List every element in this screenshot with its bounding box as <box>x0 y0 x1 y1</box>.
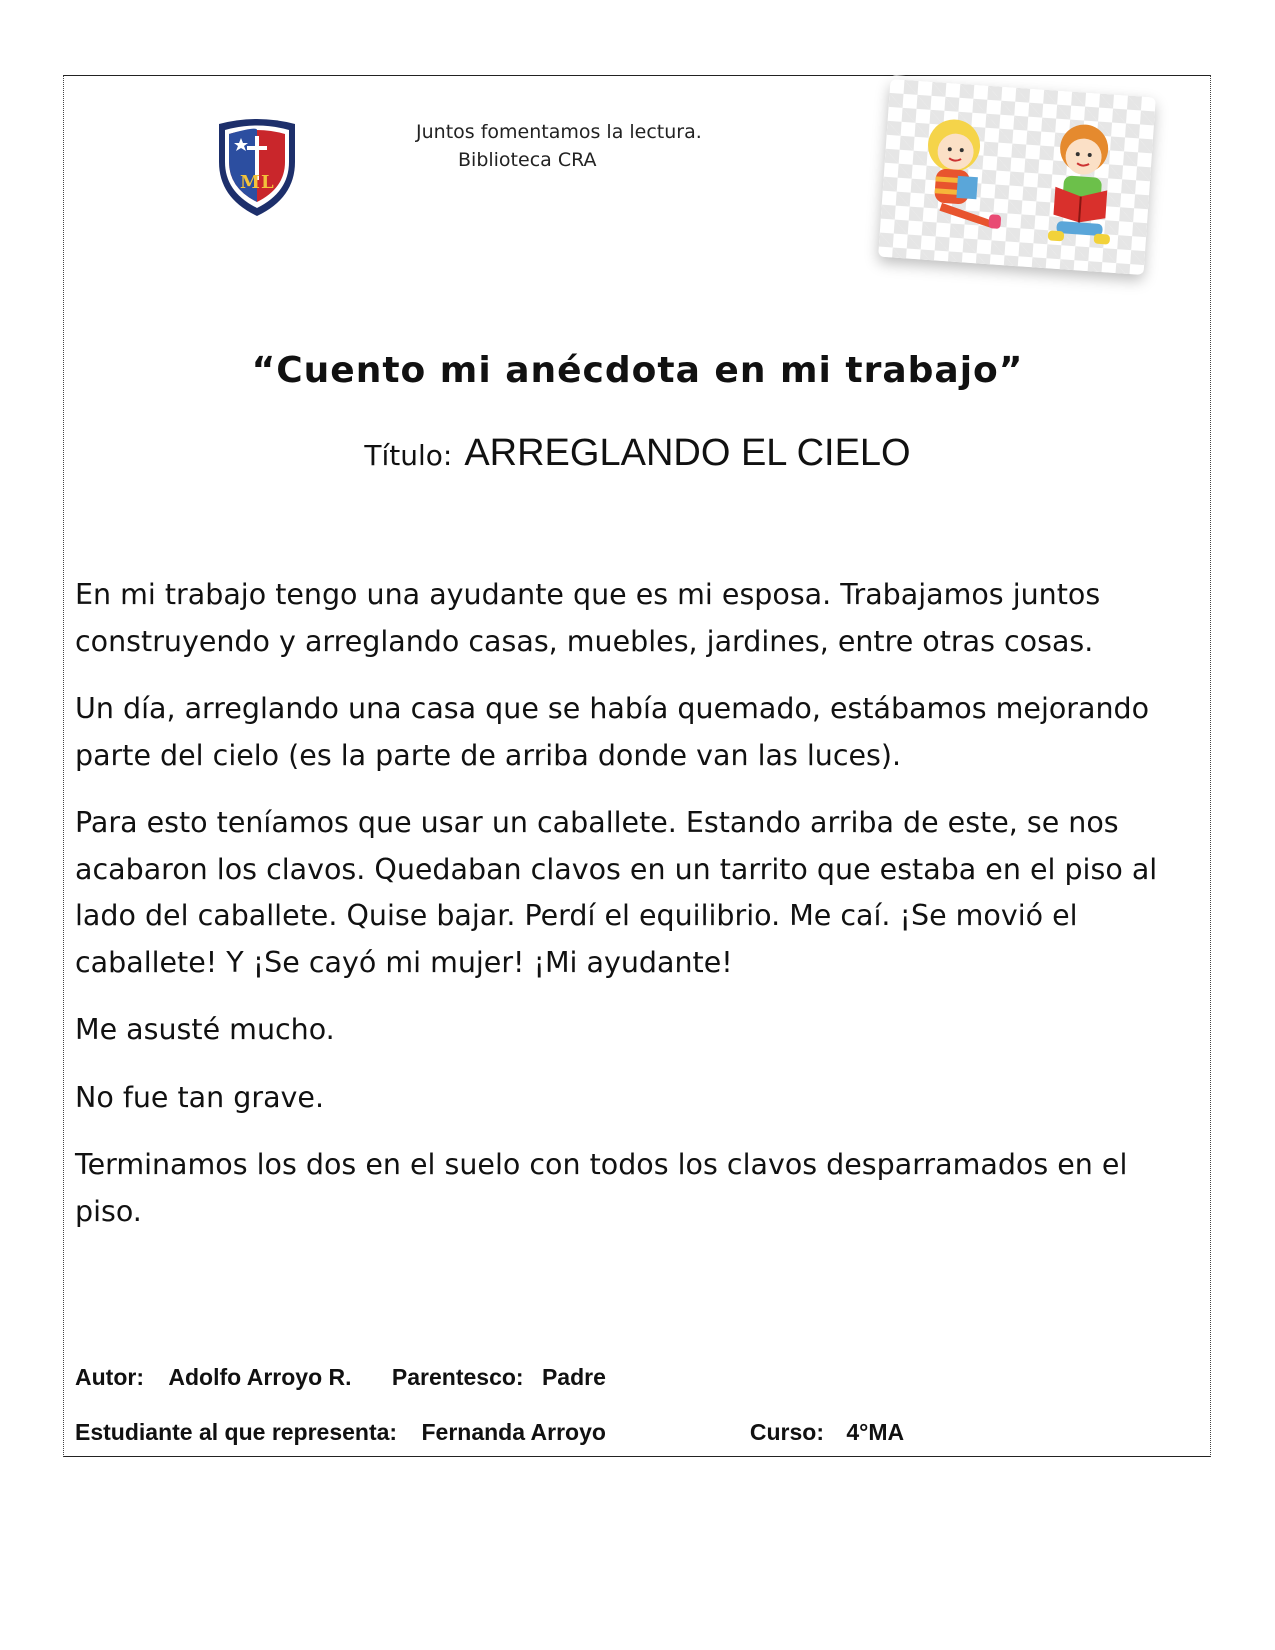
story-body <box>75 572 1185 1256</box>
crest-letter-m: M <box>240 172 260 193</box>
story-paragraph: Me asusté mucho. <box>75 1013 335 1046</box>
story-paragraph: Terminamos los dos en el suelo con todos los clavos desparramados en el piso. <box>75 1148 1128 1228</box>
story-title-label: Título: <box>364 439 453 472</box>
story-title-value: ARREGLANDO EL CIELO <box>464 432 911 474</box>
course-label: Curso: <box>749 1419 824 1445</box>
story-paragraph: En mi trabajo tengo una ayudante que es mi esposa. Trabajamos juntos construyendo y arreglando casas, muebles, jardines, entre otras cosas. <box>75 578 1101 658</box>
header-line-1: Juntos fomentamos la lectura. <box>416 121 702 143</box>
crest-letter-l: L <box>261 172 274 193</box>
student-label: Estudiante al que representa: <box>75 1419 398 1445</box>
author-line <box>75 1364 606 1391</box>
story-paragraph: No fue tan grave. <box>75 1080 324 1114</box>
author-label: Autor: <box>75 1364 144 1390</box>
author-value: Adolfo Arroyo R. <box>168 1364 352 1390</box>
relationship-label: Parentesco: <box>391 1364 524 1390</box>
children-reading-illustration <box>878 79 1156 275</box>
student-line <box>75 1419 904 1446</box>
course-value: 4°MA <box>846 1419 905 1445</box>
header-line-2: Biblioteca CRA <box>458 149 597 171</box>
relationship-value: Padre <box>541 1364 606 1390</box>
children-reading-icon <box>878 79 1156 275</box>
student-value: Fernanda Arroyo <box>421 1419 606 1445</box>
library-header <box>386 118 726 174</box>
story-title-line <box>0 432 1275 475</box>
story-paragraph: Un día, arreglando una casa que se había quemado, estábamos mejorando parte del cielo (es la parte de arriba donde van las luces). <box>75 692 1150 772</box>
story-paragraph: Para esto teníamos que usar un caballete. Estando arriba de este, se nos acabaron los clavos. Quedaban clavos en un tarrito que estaba en el piso al lado del caballete. Quise bajar. Perdí el equilibrio. Me caí. ¡Se movió el caballete! Y ¡Se cayó mi mujer! ¡Mi ayudante! <box>75 806 1158 979</box>
page-title: “Cuento mi anécdota en mi trabajo” <box>251 350 1024 391</box>
school-crest-icon <box>215 116 299 220</box>
